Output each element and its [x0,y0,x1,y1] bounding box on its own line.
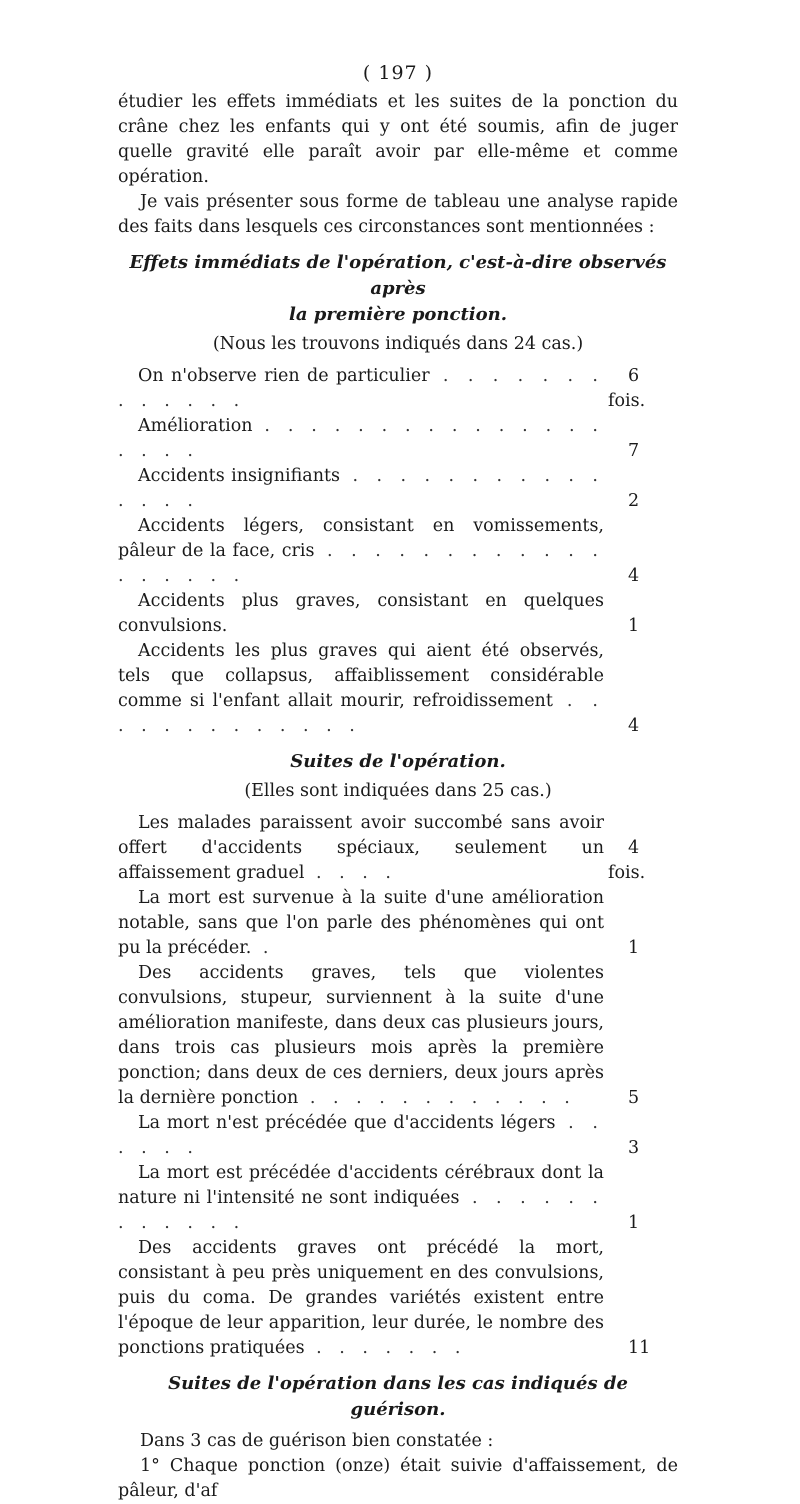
dot-leader: . . . . . . . . . . . . . [118,691,604,736]
section1-title [118,250,678,328]
row-value: 2 [628,491,640,511]
row-text: Accidents les plus graves qui aient été observés, tels que collapsus, affaiblissement considérable comme si l'enfant allait mourir, refroidissement [118,641,604,711]
section1-table [118,364,678,739]
dot-leader: . . . . . . . . . . . . [118,1188,604,1233]
row-value: 4 [628,566,640,586]
table-row [118,811,678,886]
section3-title: Suites de l'opération dans les cas indiqués de guérison. [168,1373,628,1420]
table-row [118,1111,678,1161]
dot-leader: . . . . . . [118,1113,604,1158]
table-row [118,961,678,1111]
dot-leader: . . . . . . . . . . . . . [118,366,604,411]
row-text: Des accidents graves ont précédé la mort, consistant à peu près uniquement en des convulsions, puis du coma. De grandes variétés existent entre l'époque de leur apparition, leur durée, le nombre des ponctions pratiquées [118,1238,604,1358]
dot-leader: . . . . . . . . . . . . [298,1088,576,1108]
intro-paragraph-2: Je vais présenter sous forme de tableau une analyse rapide des faits dans lesquels ces circonstances sont mentionnées : [118,192,678,237]
table-row [118,639,678,739]
section3-line1: Dans 3 cas de guérison bien constatée : [140,1431,494,1451]
table-row [118,886,678,961]
row-text: La mort n'est précédée que d'accidents légers [138,1113,556,1133]
dot-leader: . . . . . . . . . . . . . . . . . . . [118,416,604,461]
section2-table [118,811,678,1361]
row-text: Accidents insignifiants [138,466,341,486]
section2-note: (Elles sont indiquées dans 25 cas.) [244,781,552,801]
page-number: ( 197 ) [362,62,434,84]
row-value: 4 [628,716,640,736]
row-value: 1 [628,938,640,958]
row-text: Amélioration [138,416,253,436]
row-text: Des accidents graves, tels que violentes convulsions, stupeur, surviennent à la suite d'une amélioration manifeste, dans deux cas plusieurs jours, dans trois cas plusieurs mois après la première ponction; dans deux de ces derniers, deux jours après la dernière ponction [118,963,604,1108]
row-text: La mort est précédée d'accidents cérébraux dont la nature ni l'intensité ne sont indiquées [118,1163,604,1208]
table-row [118,414,678,464]
row-value: 1 [628,616,640,636]
row-text: La mort est survenue à la suite d'une amélioration notable, sans que l'on parle des phénomènes qui ont pu la précéder. [118,888,604,958]
dot-leader: . . . . [304,863,397,883]
row-text: Accidents légers, consistant en vomissements, pâleur de la face, cris [118,516,604,561]
table-row [118,589,678,639]
table-row [118,1236,678,1361]
row-text: Les malades paraissent avoir succombé sans avoir offert d'accidents spéciaux, seulement un affaissement graduel [118,813,604,883]
section1-title-line1: Effets immédiats de l'opération, c'est-à-dire observés après [129,252,667,299]
section1-title-line2: la première ponction. [289,304,507,325]
section2-title: Suites de l'opération. [290,751,506,772]
row-text: On n'observe rien de particulier [138,366,430,386]
dot-leader: . . . . . . . . . . . . . . . [118,466,604,511]
table-row [118,1161,678,1236]
section1-note: (Nous les trouvons indiqués dans 24 cas.) [212,334,584,354]
row-value: 6 fois. [608,366,646,411]
section3-line2: 1° Chaque ponction (onze) était suivie d'affaissement, de pâleur, d'af [118,1456,678,1501]
document-page [118,58,678,1504]
row-text: Accidents plus graves, consistant en quelques convulsions. [118,591,604,636]
row-value: 7 [628,441,640,461]
dot-leader: . . . . . . . . . . . . . . . . . . [118,541,604,586]
row-value: 4 fois. [608,838,646,883]
intro-paragraph-1: étudier les effets immédiats et les suites de la ponction du crâne chez les enfants qui y ont été soumis, afin de juger quelle gravité elle paraît avoir par elle-même et comme opération. [118,92,678,187]
dot-leader: . . . . . . . [304,1338,467,1358]
table-row [118,364,678,414]
row-value: 5 [628,1088,640,1108]
row-value: 1 [628,1213,640,1233]
dot-leader: . [251,938,275,958]
row-value: 3 [628,1138,640,1158]
row-value: 11 [628,1338,651,1358]
table-row [118,464,678,514]
table-row [118,514,678,589]
